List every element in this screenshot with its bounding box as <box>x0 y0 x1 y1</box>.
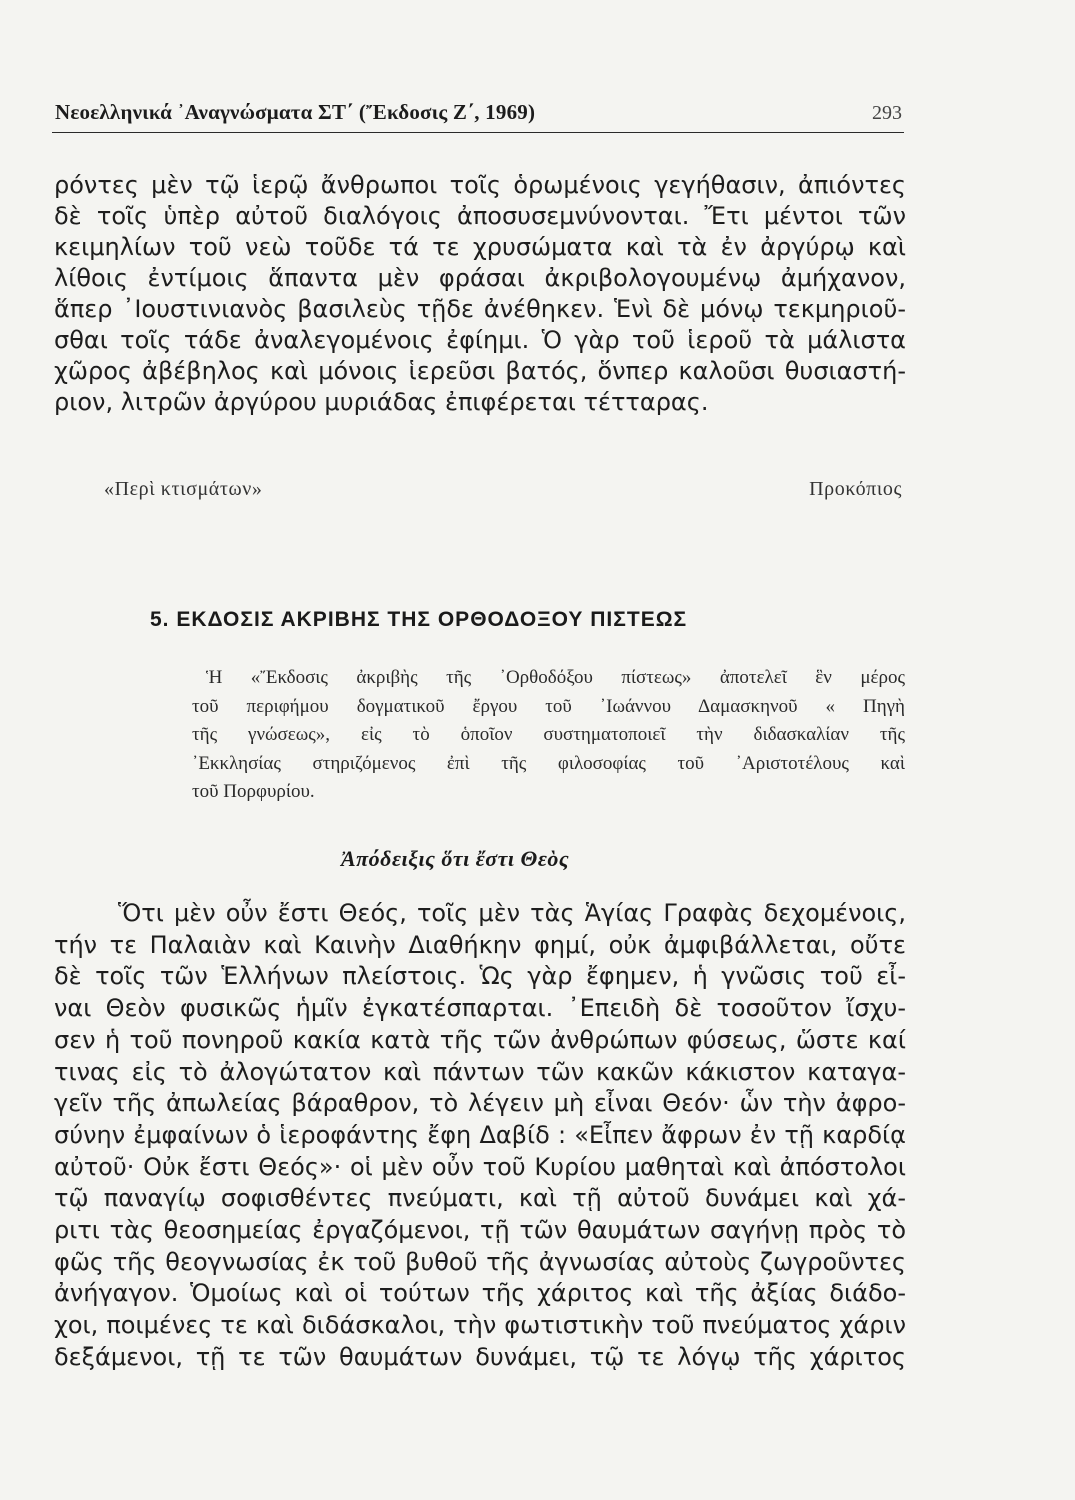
sub-heading: Ἀπόδειξις ὅτι ἔστι Θεὸς <box>341 846 570 871</box>
text-line: ρόντες μὲν τῷ ἱερῷ ἄνθρωποι τοῖς ὁρωμένοις γεγήθασιν, ἀπιόντες <box>54 171 906 199</box>
text-line: τινας εἰς τὸ ἀλογώτατον καὶ πάντων τῶν κακῶν κάκιστον καταγα- <box>54 1057 906 1086</box>
note-line: ᾿Εκκλησίας στηριζόμενος ἐπὶ τῆς φιλοσοφίας τοῦ ᾿Αριστοτέλους καὶ <box>192 752 905 774</box>
text-line: σεν ἡ τοῦ πονηροῦ κακία κατὰ τῆς τῶν ἀνθρώπων φύσεως, ὥστε καί <box>54 1025 906 1054</box>
text-line: σθαι τοῖς τάδε ἀναλεγομένοις ἐφίημι. Ὁ γὰρ τοῦ ἱεροῦ τὰ μάλιστα <box>54 326 906 354</box>
page-number: 293 <box>872 102 902 124</box>
text-line: γεῖν τῆς ἀπωλείας βάραθρον, τὸ λέγειν μὴ εἶναι Θεόν· ὧν τὴν ἀφρο- <box>54 1089 906 1118</box>
note-line: Ἡ «Ἔκδοσις ἀκριβὴς τῆς ᾿Ορθοδόξου πίστεως» ἀποτελεῖ ἓν μέρος <box>206 667 905 688</box>
source-work: «Περὶ κτισμάτων» <box>104 478 263 500</box>
main-paragraph <box>54 898 906 1374</box>
intro-note <box>192 664 905 807</box>
text-line: σύνην ἐμφαίνων ὁ ἱεροφάντης ἔφη Δαβίδ : «Εἶπεν ἄφρων ἐν τῇ καρδίᾳ <box>54 1120 906 1149</box>
text-line: Ὅτι μὲν οὖν ἔστι Θεός, τοῖς μὲν τὰς Ἁγίας Γραφὰς δεχομένοις, <box>118 899 906 927</box>
text-line: τῷ παναγίῳ σοφισθέντες πνεύματι, καὶ τῇ αὐτοῦ δυνάμει καὶ χά- <box>54 1184 906 1213</box>
text-line: χῶρος ἀβέβηλος καὶ μόνοις ἱερεῦσι βατός, ὅνπερ καλοῦσι θυσιαστή- <box>54 357 906 385</box>
text-line: ριον, λιτρῶν ἀργύρου μυριάδας ἐπιφέρεται τέτταρας. <box>54 388 709 416</box>
running-header <box>52 92 904 133</box>
text-line: λίθοις ἐντίμοις ἅπαντα μὲν φράσαι ἀκριβολογουμένῳ ἀμήχανον, <box>54 264 906 292</box>
source-author: Προκόπιος <box>809 478 902 500</box>
text-line: ριτι τὰς θεοσημείας ἐργαζόμενοι, τῇ τῶν θαυμάτων σαγήνῃ πρὸς τὸ <box>54 1216 906 1245</box>
text-line: δεξάμενοι, τῇ τε τῶν θαυμάτων δυνάμει, τῷ τε λόγῳ τῆς χάριτος <box>54 1342 906 1371</box>
section-heading: 5. ΕΚΔΟΣΙΣ ΑΚΡΙΒΗΣ ΤΗΣ ΟΡΘΟΔΟΞΟΥ ΠΙΣΤΕΩΣ <box>150 608 688 631</box>
text-line: ναι Θεὸν φυσικῶς ἡμῖν ἐγκατέσπαρται. ᾿Επειδὴ δὲ τοσοῦτον ἴσχυ- <box>54 994 906 1023</box>
note-line: τοῦ Πορφυρίου. <box>192 781 315 802</box>
intro-paragraph <box>54 170 906 418</box>
text-line: φῶς τῆς θεογνωσίας ἐκ τοῦ βυθοῦ τῆς ἀγνωσίας αὐτοὺς ζωγροῦντες <box>54 1247 906 1276</box>
note-line: τοῦ περιφήμου δογματικοῦ ἔργου τοῦ ᾿Ιωάννου Δαμασκηνοῦ « Πηγὴ <box>192 695 905 717</box>
text-line: δὲ τοῖς ὑπὲρ αὐτοῦ διαλόγοις ἀποσυσεμνύνονται. Ἔτι μέντοι τῶν <box>54 202 906 230</box>
text-line: χοι, ποιμένες τε καὶ διδάσκαλοι, τὴν φωτιστικὴν τοῦ πνεύματος χάριν <box>54 1311 906 1340</box>
text-line: ἀνήγαγον. Ὁμοίως καὶ οἱ τούτων τῆς χάριτος καὶ τῆς ἀξίας διάδο- <box>54 1279 906 1308</box>
text-line: δὲ τοῖς τῶν Ἑλλήνων πλείστοις. Ὡς γὰρ ἔφημεν, ἡ γνῶσις τοῦ εἶ- <box>54 962 906 991</box>
text-line: ἅπερ ᾿Ιουστινιανὸς βασιλεὺς τῇδε ἀνέθηκεν. Ἑνὶ δὲ μόνῳ τεκμηριοῦ- <box>54 295 906 323</box>
header-title: Νεοελληνικά ᾿Αναγνώσματα ΣΤ΄ (Ἔκδοσις Ζ΄, 1969) <box>55 100 536 124</box>
note-line: τῆς γνώσεως», εἰς τὸ ὁποῖον συστηματοποιεῖ τὴν διδασκαλίαν τῆς <box>192 724 905 745</box>
text-line: αὐτοῦ· Οὐκ ἔστι Θεός»· οἱ μὲν οὖν τοῦ Κυρίου μαθηταὶ καὶ ἀπόστολοι <box>54 1152 906 1181</box>
text-line: κειμηλίων τοῦ νεὼ τοῦδε τά τε χρυσώματα καὶ τὰ ἐν ἀργύρῳ καὶ <box>54 233 906 261</box>
text-line: τήν τε Παλαιὰν καὶ Καινὴν Διαθήκην φημί, οὐκ ἀμφιβάλλεται, οὔτε <box>54 930 906 959</box>
